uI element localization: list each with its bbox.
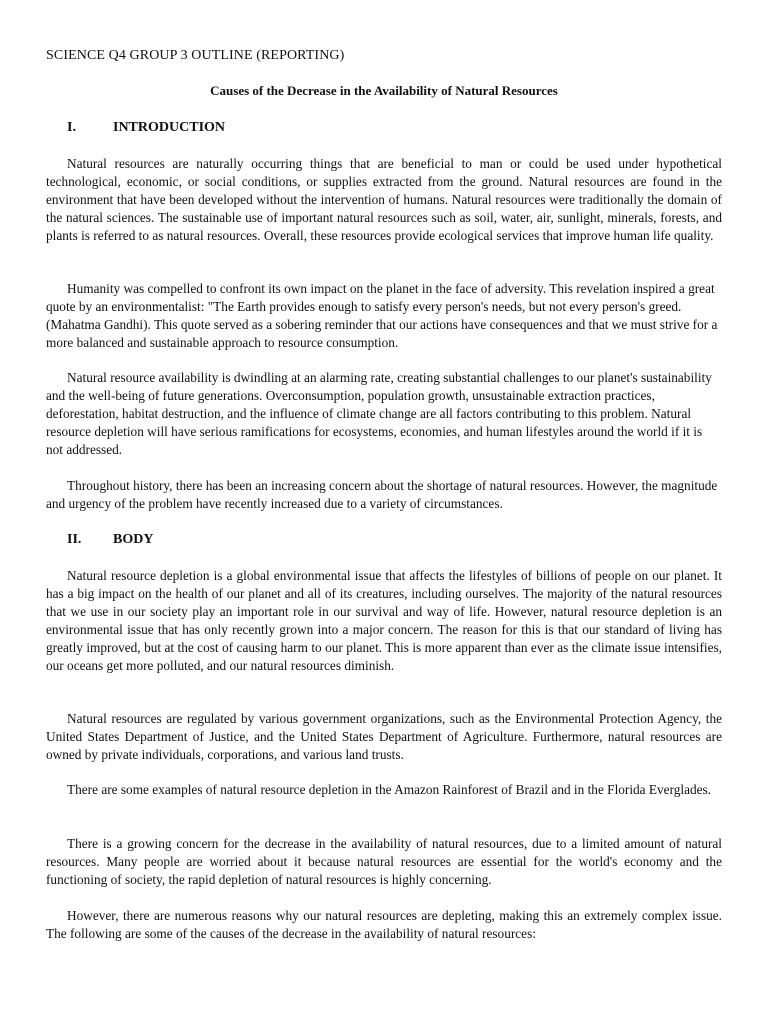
- body-paragraph-2: Natural resources are regulated by various government organizations, such as the Environmental Protection Agency, the United States Department of Justice, and the United States Department of Agriculture. Furthermore, natural resources are owned by private individuals, corporations, and various land trusts.: [46, 711, 722, 762]
- section-number: II.: [67, 532, 82, 547]
- section-title: INTRODUCTION: [113, 120, 226, 135]
- document-header: SCIENCE Q4 GROUP 3 OUTLINE (REPORTING): [46, 48, 345, 63]
- section-number: I.: [67, 120, 76, 135]
- body-paragraph-3: There are some examples of natural resource depletion in the Amazon Rainforest of Brazil and in the Florida Everglades.: [67, 782, 712, 797]
- intro-paragraph-1: Natural resources are naturally occurring things that are beneficial to man or could be used under hypothetical technological, economic, or social conditions, or supplies extracted from the ground. Natural resources are found in the environment that have been developed without the intervention of humans. Natural resources were traditionally the domain of the natural sciences. The sustainable use of important natural resources such as soil, water, air, sunlight, minerals, forests, and plants is referred to as natural resources. Overall, these resources provide ecological services that improve human life quality.: [46, 156, 722, 243]
- body-paragraph-5: However, there are numerous reasons why our natural resources are depleting, making this an extremely complex issue. The following are some of the causes of the decrease in the availability of natural resources:: [46, 908, 722, 941]
- body-paragraph-1: Natural resource depletion is a global environmental issue that affects the lifestyles of billions of people on our planet. It has a big impact on the health of our planet and all of its creatures, including ourselves. The majority of the natural resources that we use in our society play an important role in our survival and way of life. However, natural resource depletion is an environmental issue that has only recently grown into a major concern. The reason for this is that our standard of living has greatly improved, but at the cost of causing harm to our planet. This is more apparent than ever as the climate issue intensifies, our oceans get more polluted, and our natural resources diminish.: [46, 568, 722, 673]
- intro-paragraph-3: Natural resource availability is dwindling at an alarming rate, creating substantial challenges to our planet's sustainability and the well-being of future generations. Overconsumption, population growth, unsustainable extraction practices, deforestation, habitat destruction, and the influence of climate change are all factors contributing to this problem. Natural resource depletion will have serious ramifications for ecosystems, economies, and human lifestyles around the world if it is not addressed.: [46, 370, 712, 457]
- section-title: BODY: [113, 532, 154, 547]
- intro-paragraph-2: Humanity was compelled to confront its own impact on the planet in the face of adversity. This revelation inspired a great quote by an environmentalist: "The Earth provides enough to satisfy every person's needs, but not every person's greed. (Mahatma Gandhi). This quote served as a sobering reminder that our actions have consequences and that we must strive for a more balanced and sustainable approach to resource consumption.: [46, 281, 718, 350]
- section-heading-body: [67, 531, 153, 549]
- body-paragraph-4: There is a growing concern for the decrease in the availability of natural resources, due to a limited amount of natural resources. Many people are worried about it because natural resources are essential for the world's economy and the functioning of society, the rapid depletion of natural resources is highly concerning.: [46, 836, 722, 887]
- document-title: Causes of the Decrease in the Availability of Natural Resources: [210, 83, 558, 98]
- section-heading-introduction: [67, 119, 225, 137]
- intro-paragraph-4: Throughout history, there has been an increasing concern about the shortage of natural resources. However, the magnitude and urgency of the problem have recently increased due to a variety of circumstances.: [46, 478, 718, 511]
